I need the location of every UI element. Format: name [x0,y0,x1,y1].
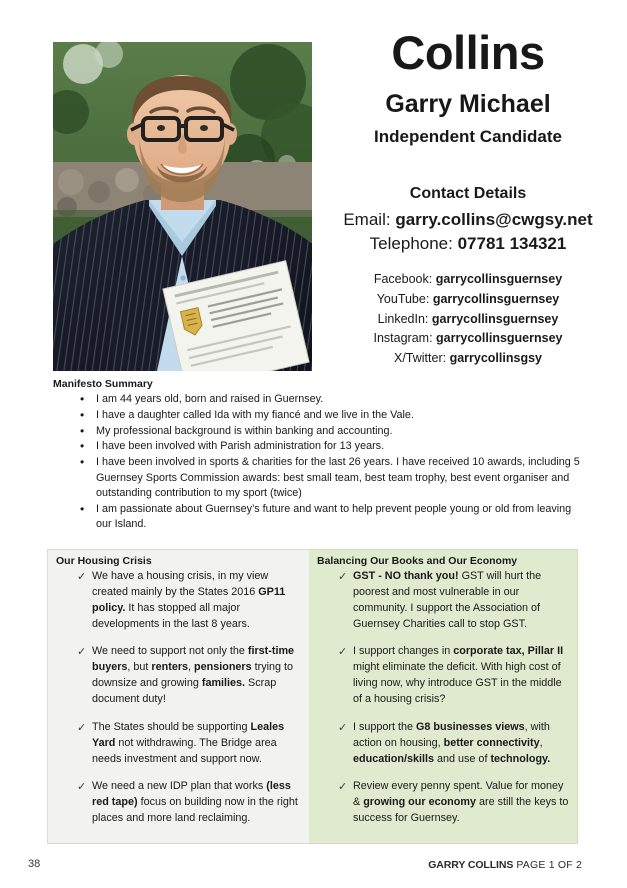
manifesto-summary-item [53,502,581,533]
social-label-youtube: YouTube: [376,291,430,306]
candidate-photo [53,42,312,371]
candidate-type: Independent Candidate [374,127,562,147]
manifesto-summary-item [53,408,581,423]
policy-item-housing [56,569,301,632]
manifesto-summary [53,378,581,533]
policy-item-economy-text: I support the G8 businesses views, with action on housing, better connectivity, education/skills and use of technology. [353,720,551,765]
social-handle-instagram: garrycollinsguernsey [436,331,563,346]
social-handle-facebook: garrycollinsguernsey [435,272,563,286]
manifesto-summary-item [53,424,581,439]
manifesto-summary-item-text: My professional background is within banking and accounting. [96,424,393,437]
bullet-icon: • [80,455,85,470]
social-label-instagram: Instagram: [373,331,433,346]
policy-boxes [47,549,578,844]
footer-attribution [428,859,582,871]
candidate-portrait-image [53,42,312,371]
manifesto-summary-title: Manifesto Summary [53,378,153,390]
policy-box-economy [309,549,578,844]
footer-page-of: PAGE 1 OF 2 [513,859,582,871]
social-handle-youtube: garrycollinsguernsey [432,291,560,306]
social-link-x-twitter[interactable] [318,349,618,369]
manifesto-summary-item-text: I have been involved with Parish administration for 13 years. [96,440,385,453]
policy-item-housing [56,779,301,827]
bullet-icon: • [80,501,85,516]
manifesto-summary-item-text: I am 44 years old, born and raised in Guernsey. [96,393,324,405]
bullet-icon: • [80,392,85,406]
policy-box-housing-list [56,569,301,827]
policy-item-housing-text: We need to support not only the first-time buyers, but renters, pensioners trying to downsize and growing families. Scrap document duty! [92,645,295,706]
policy-item-housing [56,644,301,707]
manifesto-summary-item-text: I am passionate about Guernsey’s future and want to help prevent people young or old from leaving our Island. [96,502,572,531]
policy-box-economy-title: Balancing Our Books and Our Economy [317,555,518,567]
policy-item-housing-text: The States should be supporting Leales Yard not withdrawing. The Bridge area needs investment and support now. [92,720,285,765]
policy-item-housing-text: We need a new IDP plan that works (less red tape) focus on building now in the right places and more land reclaiming. [92,780,298,825]
policy-item-economy-text: Review every penny spent. Value for money & growing our economy are still the keys to success for Guernsey. [353,780,569,825]
contact-telephone-value[interactable]: 07781 134321 [457,234,567,254]
policy-item-housing-text: We have a housing crisis, in my view created mainly by the States 2016 GP11 policy. It has stopped all major developments in the last 8 years. [92,570,286,630]
manifesto-summary-item [53,439,581,454]
policy-item-economy [317,569,569,632]
social-link-youtube[interactable] [318,290,618,310]
header [0,0,627,375]
social-label-x-twitter: X/Twitter: [394,351,447,365]
social-link-instagram[interactable] [318,329,618,349]
contact-telephone-line [318,232,618,256]
social-label-facebook: Facebook: [373,272,433,286]
policy-item-housing [56,720,301,768]
check-icon: ✓ [338,721,348,734]
social-links [318,270,618,369]
manifesto-summary-list [53,392,581,532]
check-icon: ✓ [77,571,87,583]
check-icon: ✓ [338,571,348,583]
candidate-forenames: Garry Michael [385,89,551,118]
bullet-icon: • [80,407,85,422]
check-icon: ✓ [338,781,348,794]
manifesto-summary-item [53,392,581,407]
social-handle-x-twitter: garrycollinsgsy [449,351,542,365]
social-label-linkedin: LinkedIn: [377,311,429,326]
contact-details-title: Contact Details [409,185,527,202]
footer-page-number: 38 [28,858,41,870]
social-link-linkedin[interactable] [318,310,618,330]
manifesto-summary-item-text: I have been involved in sports & charities for the last 26 years. I have received 10 awards, including 5 Guernsey Sports Commission awards: best small team, best team trophy, best event organiser and outstanding contribution to my sport (twice) [96,456,580,499]
bullet-icon: • [80,439,85,454]
candidate-name-block [318,28,618,150]
check-icon: ✓ [77,721,87,734]
manifesto-summary-item-text: I have a daughter called Ida with my fiancé and we live in the Vale. [96,408,414,421]
contact-details [318,185,618,256]
manifesto-summary-item [53,455,581,501]
candidate-surname: Collins [391,26,545,79]
policy-item-economy [317,720,569,768]
footer [0,858,627,888]
policy-item-economy-text: GST - NO thank you! GST will hurt the poorest and most vulnerable in our community. I support the Association of Guernsey Charities call to stop GST. [353,570,542,630]
policy-item-economy [317,644,569,707]
social-link-facebook[interactable] [318,270,618,290]
contact-telephone-label: Telephone: [369,234,453,254]
policy-item-economy-text: I support changes in corporate tax, Pillar II might eliminate the deficit. With high cost of living now, why introduce GST in the middle of a housing crisis? [353,645,564,706]
check-icon: ✓ [338,646,348,659]
policy-item-economy [317,779,569,827]
contact-email-line [318,208,618,232]
footer-candidate-name: GARRY COLLINS [428,859,514,871]
bullet-icon: • [80,423,85,438]
social-handle-linkedin: garrycollinsguernsey [431,311,559,326]
check-icon: ✓ [77,646,87,659]
policy-box-housing-title: Our Housing Crisis [56,555,152,567]
contact-email-label: Email: [343,210,391,229]
policy-box-housing [47,549,309,844]
check-icon: ✓ [77,781,87,794]
policy-box-economy-list [317,569,569,827]
contact-email-value[interactable]: garry.collins@cwgsy.net [395,210,593,229]
